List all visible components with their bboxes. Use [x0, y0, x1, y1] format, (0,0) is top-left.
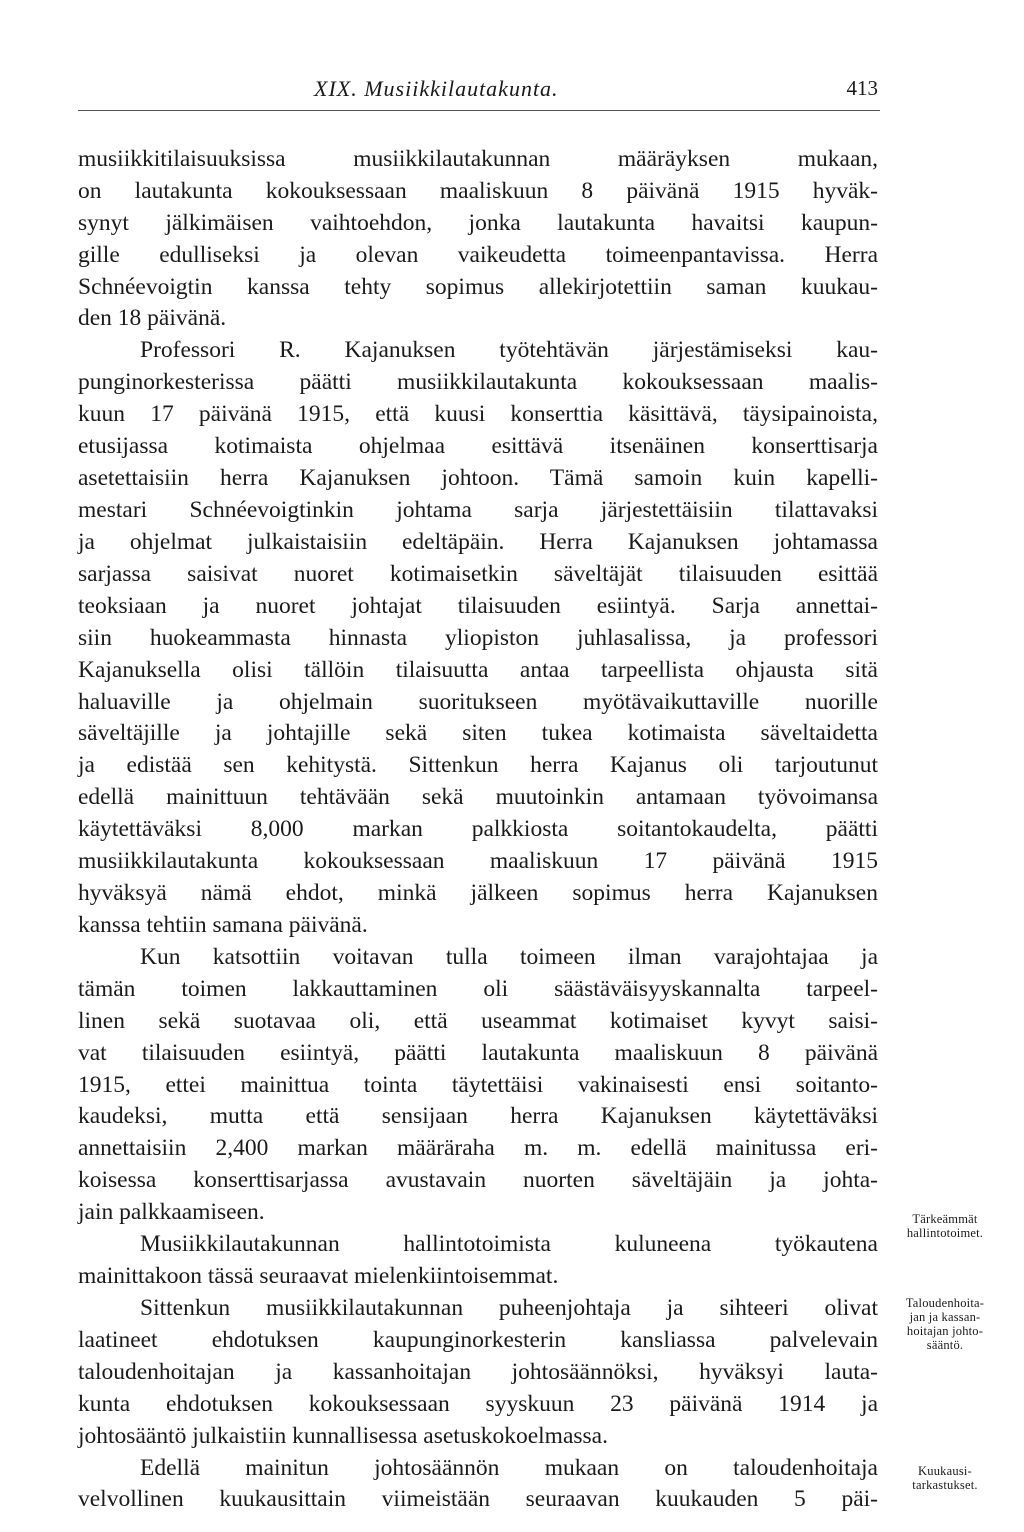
- margin-note-line: Tärkeämmät: [912, 1212, 978, 1226]
- text-line: den 18 päivänä.: [78, 305, 227, 331]
- margin-note-line: Kuukausi-: [918, 1464, 972, 1478]
- text-line: Musiikkilautakunnan hallintotoimista kuluneena työkautena: [140, 1231, 878, 1257]
- text-line: synyt jälkimäisen vaihtoehdon, jonka lautakunta havaitsi kaupun-: [78, 210, 878, 236]
- text-line: gille edulliseksi ja olevan vaikeudetta toimeenpantavissa. Herra: [78, 242, 878, 268]
- margin-note-taloudenhoitajan-johtosaanto: [886, 1296, 1004, 1352]
- text-line: musiikkitilaisuuksissa musiikkilautakunnan määräyksen mukaan,: [78, 146, 878, 172]
- text-line: haluaville ja ohjelmain suoritukseen myötävaikuttaville nuorille: [78, 689, 878, 715]
- text-line: edellä mainittuun tehtävään sekä muutoinkin antamaan työvoimansa: [78, 784, 878, 810]
- text-line: vat tilaisuuden esiintyä, päätti lautakunta maaliskuun 8 päivänä: [78, 1040, 878, 1066]
- margin-note-line: jan ja kassan-: [909, 1310, 981, 1324]
- text-line: johtosääntö julkaistiin kunnallisessa asetuskokoelmassa.: [78, 1423, 608, 1449]
- text-line: Edellä mainitun johtosäännön mukaan on taloudenhoitaja: [140, 1455, 878, 1481]
- text-line: käytettäväksi 8,000 markan palkkiosta soitantokaudelta, päätti: [78, 816, 878, 842]
- text-line: taloudenhoitajan ja kassanhoitajan johtosäännöksi, hyväksyi lauta-: [78, 1359, 878, 1385]
- text-line: Kajanuksella olisi tällöin tilaisuutta antaa tarpeellista ohjausta sitä: [78, 657, 878, 683]
- margin-note-line: hallintotoimet.: [906, 1226, 984, 1240]
- text-line: asetettaisiin herra Kajanuksen johtoon. Tämä samoin kuin kapelli-: [78, 465, 878, 491]
- text-line: Kun katsottiin voitavan tulla toimeen ilman varajohtajaa ja: [140, 944, 878, 970]
- text-line: hyväksyä nämä ehdot, minkä jälkeen sopimus herra Kajanuksen: [78, 880, 878, 906]
- text-line: mainittakoon tässä seuraavat mielenkiintoisemmat.: [78, 1263, 559, 1289]
- text-line: punginorkesterissa päätti musiikkilautakunta kokouksessaan maalis-: [78, 369, 878, 395]
- text-line: on lautakunta kokouksessaan maaliskuun 8 päivänä 1915 hyväk-: [78, 178, 878, 204]
- text-line: sarjassa saisivat nuoret kotimaisetkin säveltäjät tilaisuuden esittää: [78, 561, 878, 587]
- text-line: ja ohjelmat julkaistaisiin edeltäpäin. Herra Kajanuksen johtamassa: [78, 529, 878, 555]
- margin-note-line: hoitajan johto-: [906, 1324, 984, 1338]
- text-line: Professori R. Kajanuksen työtehtävän järjestämiseksi kau-: [140, 337, 878, 363]
- running-head: XIX. Musiikkilautakunta.: [314, 76, 559, 101]
- text-line: velvollinen kuukausittain viimeistään seuraavan kuukauden 5 päi-: [78, 1486, 878, 1512]
- text-line: kaudeksi, mutta että sensijaan herra Kajanuksen käytettäväksi: [78, 1103, 878, 1129]
- text-line: jain palkkaamiseen.: [78, 1199, 265, 1225]
- text-line: ja edistää sen kehitystä. Sittenkun herra Kajanus oli tarjoutunut: [78, 752, 878, 778]
- margin-note-tarkeammat-hallintotoimet: [886, 1212, 1004, 1240]
- text-line: annettaisiin 2,400 markan määräraha m. m. edellä mainitussa eri-: [78, 1135, 878, 1161]
- margin-note-line: tarkastukset.: [912, 1478, 978, 1492]
- text-line: koisessa konserttisarjassa avustavain nuorten säveltäjäin ja johta-: [78, 1167, 878, 1193]
- text-line: siin huokeammasta hinnasta yliopiston juhlasalissa, ja professori: [78, 625, 878, 651]
- text-line: musiikkilautakunta kokouksessaan maaliskuun 17 päivänä 1915: [78, 848, 878, 874]
- text-line: 1915, ettei mainittua tointa täytettäisi vakinaisesti ensi soitanto-: [78, 1072, 878, 1098]
- page-header: [78, 76, 880, 111]
- margin-note-line: sääntö.: [926, 1338, 964, 1352]
- text-line: linen sekä suotavaa oli, että useammat kotimaiset kyvyt saisi-: [78, 1008, 878, 1034]
- text-line: kanssa tehtiin samana päivänä.: [78, 912, 368, 938]
- text-line: teoksiaan ja nuoret johtajat tilaisuuden esiintyä. Sarja annettai-: [78, 593, 878, 619]
- text-line: Schnéevoigtin kanssa tehty sopimus allekirjotettiin saman kuukau-: [78, 274, 878, 300]
- page-number: 413: [846, 76, 878, 100]
- text-line: mestari Schnéevoigtinkin johtama sarja järjestettäisiin tilattavaksi: [78, 497, 878, 523]
- text-line: Sittenkun musiikkilautakunnan puheenjohtaja ja sihteeri olivat: [140, 1295, 878, 1321]
- text-line: kuun 17 päivänä 1915, että kuusi konserttia käsittävä, täysipainoista,: [78, 401, 878, 427]
- text-line: laatineet ehdotuksen kaupunginorkesterin kansliassa palvelevain: [78, 1327, 878, 1353]
- text-line: etusijassa kotimaista ohjelmaa esittävä itsenäinen konserttisarja: [78, 433, 878, 459]
- margin-note-kuukausitarkastukset: [886, 1464, 1004, 1492]
- text-line: tämän toimen lakkauttaminen oli säästäväisyyskannalta tarpeel-: [78, 976, 878, 1002]
- text-line: säveltäjille ja johtajille sekä siten tukea kotimaista säveltaidetta: [78, 720, 878, 746]
- margin-note-line: Taloudenhoita-: [905, 1296, 985, 1310]
- text-line: kunta ehdotuksen kokouksessaan syyskuun 23 päivänä 1914 ja: [78, 1391, 878, 1417]
